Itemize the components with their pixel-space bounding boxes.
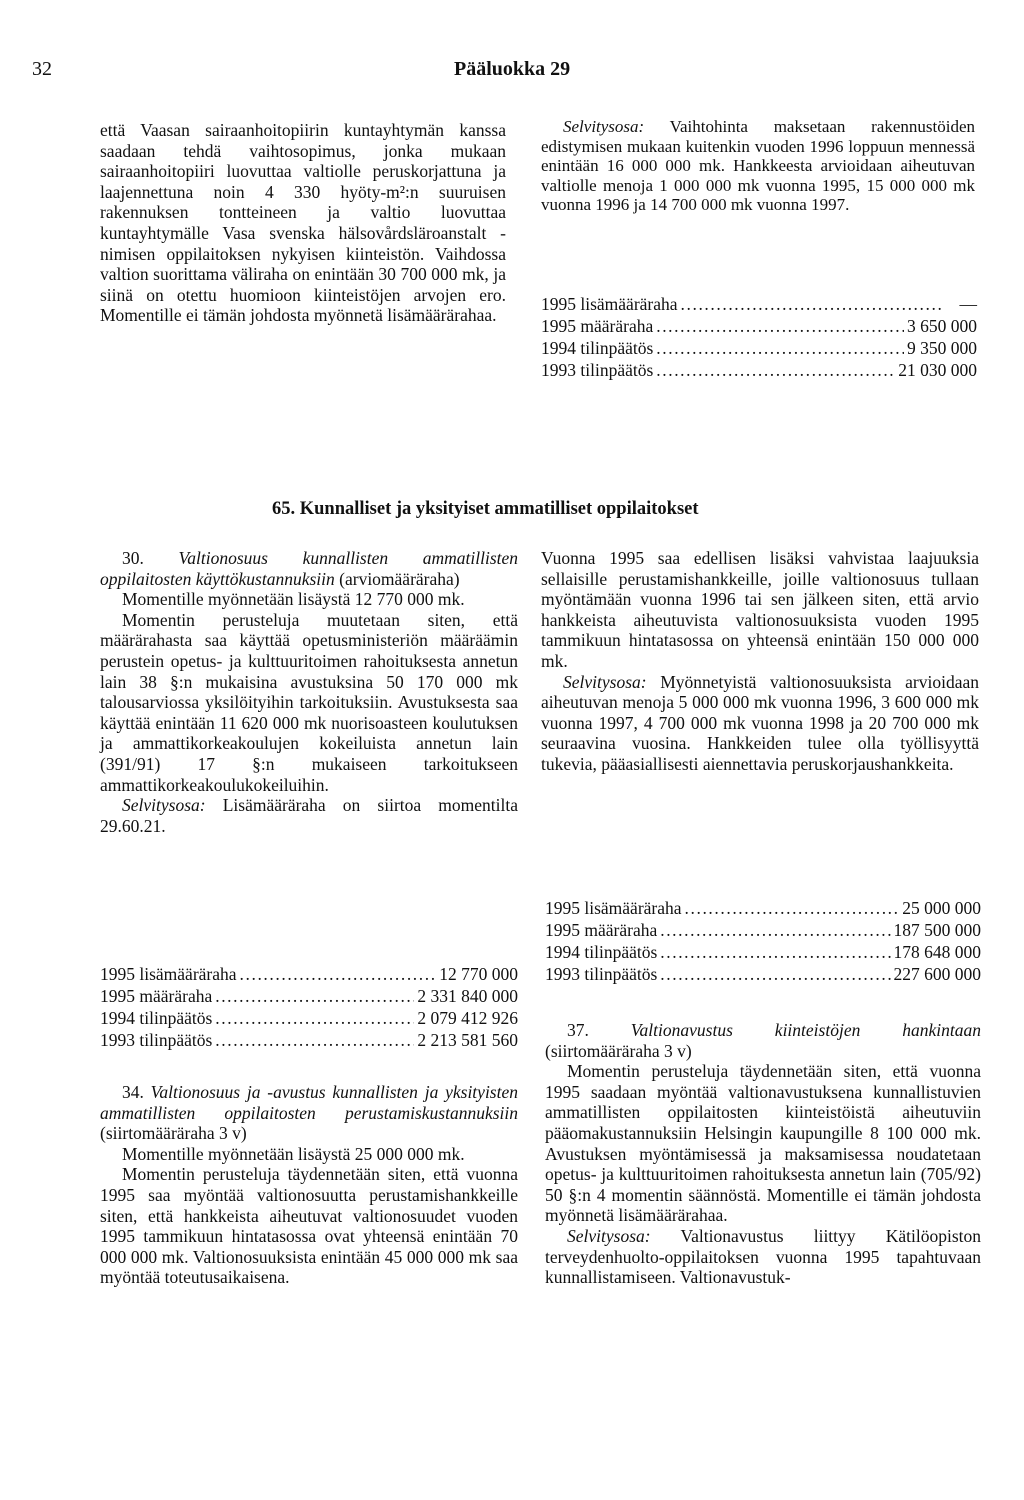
item-number: 37. — [567, 1020, 589, 1040]
figure-row: 1993 tilinpäätös ..... 21 030 000 — [541, 359, 977, 381]
item-title: Valtionosuus kunnallisten ammatillisten oppilaitosten käyttökustannuksiin — [100, 548, 519, 589]
top-left-column — [100, 120, 506, 326]
exchange-paragraph: että Vaasan sairaanhoitopiirin kuntayhtymän kanssa saadaan tehdä vaihtosopimus, jonka mukaan sairaanhoitopiiri luovuttaa valtiolle peruskorjattuna ja laajennettuna noin 4 330 hyöty-m²:n suuruisen rakennuksen tontteineen ja valtio luovuttaa kuntayhtymälle Vasa svenska hälsovårdsläroanstalt -nimisen oppilaitoksen nykyisen kiinteistön. Vaihdossa valtion suorittama väliraha on enintään 30 700 000 mk, ja siinä on otettu huomioon kiinteistöjen arvojen ero. Momentille ei tämän johdosta myönnetä lisämäärärahaa. — [100, 120, 506, 326]
item-type: (siirtomääräraha 3 v) — [100, 1123, 247, 1144]
figure-row: 1994 tilinpäätös ..... 9 350 000 — [541, 337, 977, 359]
selvitys-text: Vaihtohinta maksetaan rakennustöiden edistymisen mukaan kuitenkin vuoden 1996 loppuun mennessä enintään 16 000 000 mk. Hankkeesta arvioidaan aiheutuvan valtiolle menoja 1 000 000 mk vuonna 1995, 15 000 000 mk vuonna 1996 ja 14 700 000 mk vuonna 1997. — [541, 117, 975, 214]
selvitys-label: Selvitysosa: — [563, 117, 645, 136]
item-paragraph: Momentille myönnetään lisäystä 25 000 000 mk. — [122, 1143, 465, 1164]
section-number: 65. — [272, 499, 296, 519]
item-paragraph: Vuonna 1995 saa edellisen lisäksi vahvistaa laajuuksia sellaisille perustamishankkeille, joille valtionosuus tullaan myöntämään vuonna 1996 tai sen jälkeen siten, että arvio hankkeista aiheutuvista valtionosuuksista vuoden 1995 tammikuun hintatasossa on yhteensä enintään 150 000 000 mk. — [541, 548, 979, 671]
item-paragraph: Momentille myönnetään lisäystä 12 770 000 mk. — [122, 589, 465, 610]
item-paragraph: Momentin perusteluja täydennetään siten, että vuonna 1995 saa myöntää valtionosuutta perustamishankkeille siten, että hankkeista aiheutuvat valtionosuudet vuoden 1995 tammikuun hintatasossa ovat yhteensä enintään 70 000 000 mk. Valtionosuuksista enintään 45 000 000 mk saa myöntää toteutusaikaisena. — [100, 1164, 518, 1288]
item-paragraph: Momentin perusteluja täydennetään siten, että vuonna 1995 saadaan myöntää valtionavustuksena kunnallistuvien ammatillisten oppilaitosten kiinteistöistä aiheutuviin pääomakustannuksiin Helsingin kaupungille 8 100 000 mk. Avustuksen myöntämisessä ja maksamisessa noudatetaan opetus- ja kulttuuritoimen rahoituksesta annetun lain (705/92) 50 §:n 4 momentin säännöstä. Momentille ei tämän johdosta myönnetä lisämäärärahaa. — [545, 1061, 981, 1226]
figure-row: 1993 tilinpäätös ..... 2 213 581 560 — [100, 1029, 518, 1051]
selvitys-label: Selvitysosa: — [563, 671, 647, 692]
item-title: Valtionavustus kiinteistöjen hankintaan — [630, 1020, 981, 1040]
figure-row: 1995 lisämääräraha ..... — — [541, 293, 977, 315]
item-30 — [100, 548, 518, 836]
figure-row: 1995 lisämääräraha ..... 12 770 000 — [100, 963, 518, 985]
figure-row: 1995 määräraha ..... 3 650 000 — [541, 315, 977, 337]
section-title: Kunnalliset ja yksityiset ammatilliset oppilaitokset — [299, 499, 699, 519]
figures-table-item-30 — [100, 963, 518, 1051]
figure-row: 1993 tilinpäätös ..... 227 600 000 — [545, 963, 981, 985]
item-type: (arviomääräraha) — [334, 568, 460, 589]
figure-row: 1995 määräraha ..... 2 331 840 000 — [100, 985, 518, 1007]
selvitys-text: Lisämääräraha on siirtoa momentilta 29.60.21. — [100, 795, 518, 836]
right-column — [541, 548, 979, 775]
item-type: (siirtomääräraha 3 v) — [545, 1040, 692, 1061]
selvitys-label: Selvitysosa: — [567, 1225, 651, 1246]
item-title: Valtionosuus ja -avustus kunnallisten ja yksityisten ammatillisten oppilaitosten perustamiskustannuksiin — [100, 1082, 518, 1123]
item-number: 34. — [122, 1082, 144, 1102]
selvitys-text: Valtionavustus liittyy Kätilöopiston terveydenhuolto-oppilaitoksen vuonna 1995 tapahtuvaan kunnallistamiseen. Valtionavustuk- — [545, 1225, 981, 1288]
item-paragraph: Momentin perusteluja muutetaan siten, että määrärahasta saa käyttää opetusministeriön määräämin perustein opetus- ja kulttuuritoimen rahoituksesta annetun lain 38 §:n mukaisina avustuksina 50 170 000 mk talousarviossa yksilöityihin tarkoituksiin. Avustuksesta saa käyttää enintään 11 620 000 mk nuorisoasteen koulutuksen ja ammattikorkeakoulujen kokeiluista annetun lain (391/91) 17 §:n mukaiseen tarkoitukseen ammattikorkeakoulukokeiluihin. — [100, 609, 518, 795]
page-title: Pääluokka 29 — [454, 58, 571, 80]
page-number: 32 — [32, 58, 52, 80]
figure-row: 1995 määräraha ..... 187 500 000 — [545, 919, 981, 941]
figure-row: 1994 tilinpäätös ..... 2 079 412 926 — [100, 1007, 518, 1029]
figures-table-right — [545, 897, 981, 985]
item-34 — [100, 1082, 518, 1288]
item-number: 30. — [122, 548, 144, 568]
selvitys-label: Selvitysosa: — [122, 795, 206, 816]
figure-row: 1995 lisämääräraha ..... 25 000 000 — [545, 897, 981, 919]
figure-row: 1994 tilinpäätös ..... 178 648 000 — [545, 941, 981, 963]
top-right-column — [541, 117, 975, 215]
section-heading — [200, 499, 1024, 520]
item-37 — [545, 1020, 981, 1288]
selvitys-text: Myönnetyistä valtionosuuksista arvioidaan aiheutuvan menoja 5 000 000 mk vuonna 1996, 3 600 000 mk vuonna 1997, 4 700 000 mk vuonna 1998 ja 20 700 000 mk seuraavina vuosina. Hankkeiden tulee olla työllisyyttä tukevia, pääasiallisesti aiennettavia peruskorjaushankkeita. — [541, 671, 979, 774]
figures-table-top-right — [541, 293, 977, 381]
